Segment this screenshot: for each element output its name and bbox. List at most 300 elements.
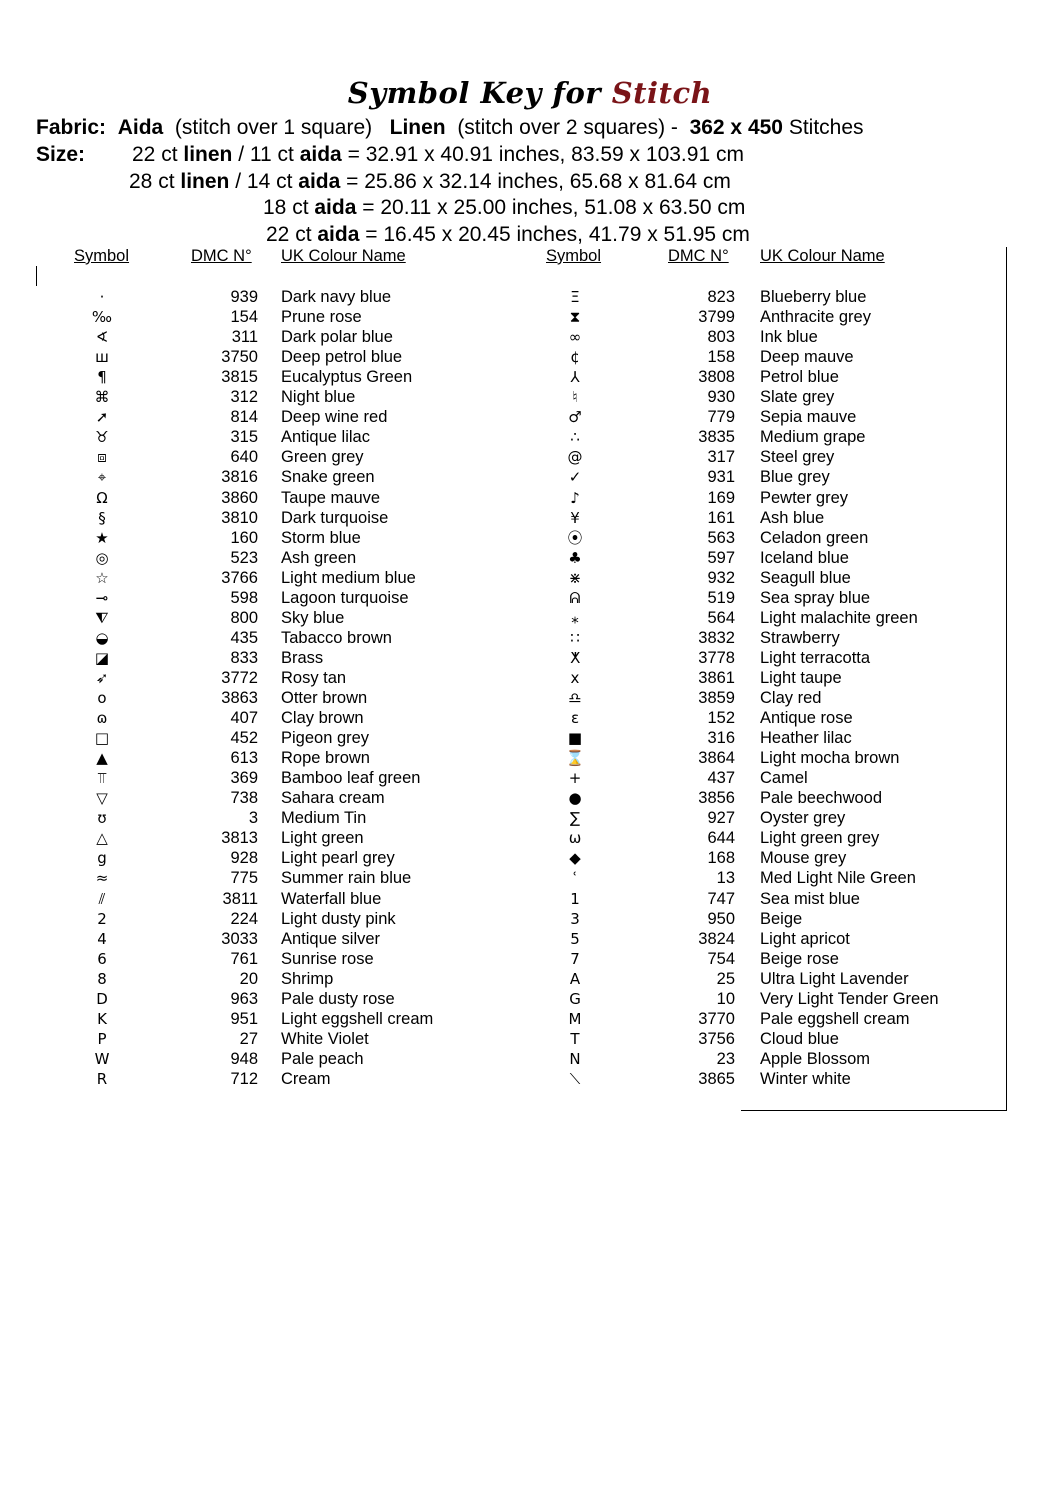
colour-name: Mouse grey bbox=[760, 849, 847, 868]
dmc-number: 3863 bbox=[221, 689, 258, 707]
symbol-glyph: ● bbox=[568, 789, 582, 808]
table-row bbox=[0, 728, 1060, 748]
size-line-1: 22 ct linen / 11 ct aida = 32.91 x 40.91 inches, 83.59 x 103.91 cm bbox=[132, 143, 744, 166]
colour-name: Blue grey bbox=[760, 468, 830, 487]
colour-name: Light pearl grey bbox=[281, 849, 395, 868]
dmc-number: 3756 bbox=[698, 1029, 735, 1048]
colour-name: Deep petrol blue bbox=[281, 348, 403, 367]
dmc-number: 3832 bbox=[698, 628, 735, 647]
symbol-glyph: ■ bbox=[567, 729, 583, 748]
table-row bbox=[0, 969, 1060, 989]
symbol-glyph: ʊ bbox=[97, 809, 107, 828]
colour-name: Shrimp bbox=[281, 969, 334, 988]
symbol-glyph: ʿ bbox=[572, 869, 578, 888]
dmc-number: 613 bbox=[230, 749, 258, 768]
symbol-glyph: ¥ bbox=[570, 508, 580, 527]
dmc-number: 23 bbox=[716, 1049, 735, 1068]
right-header-symbol: Symbol bbox=[546, 247, 602, 265]
symbol-glyph: ◪ bbox=[94, 648, 110, 667]
colour-name: Heather lilac bbox=[760, 729, 852, 748]
dmc-number: 800 bbox=[230, 608, 258, 627]
colour-name: Sahara cream bbox=[281, 789, 385, 808]
colour-name: Pale dusty rose bbox=[281, 989, 395, 1008]
dmc-number: 435 bbox=[230, 628, 258, 647]
dmc-number: 317 bbox=[707, 448, 735, 467]
dmc-number: 20 bbox=[239, 969, 258, 988]
colour-name: Antique lilac bbox=[281, 428, 370, 447]
fabric-stitches-suffix: Stitches bbox=[788, 116, 864, 139]
colour-name: Oyster grey bbox=[760, 809, 846, 828]
fabric-stitches: 362 x 450 bbox=[689, 116, 783, 139]
table-row bbox=[0, 708, 1060, 728]
symbol-glyph: ◎ bbox=[95, 548, 109, 567]
symbol-glyph: ≈ bbox=[95, 869, 109, 888]
symbol-glyph: N bbox=[569, 1049, 581, 1068]
colour-name: Light eggshell cream bbox=[281, 1009, 434, 1028]
symbol-glyph: ➶ bbox=[95, 668, 109, 687]
dmc-number: 10 bbox=[716, 989, 735, 1008]
symbol-glyph: ∴ bbox=[570, 428, 580, 447]
symbol-glyph: 6 bbox=[97, 949, 107, 968]
symbol-glyph: o bbox=[97, 689, 107, 707]
table-row bbox=[0, 407, 1060, 427]
dmc-number: 833 bbox=[230, 648, 258, 667]
dmc-number: 754 bbox=[707, 949, 735, 968]
symbol-glyph: K bbox=[97, 1009, 107, 1028]
symbol-glyph: ¢ bbox=[570, 348, 580, 367]
symbol-glyph: ∢ bbox=[95, 328, 109, 347]
dmc-number: 160 bbox=[230, 528, 258, 547]
colour-name: Summer rain blue bbox=[281, 869, 412, 888]
table-row bbox=[0, 768, 1060, 788]
colour-name: Tabacco brown bbox=[281, 628, 392, 647]
dmc-number: 3799 bbox=[698, 308, 735, 327]
dmc-number: 158 bbox=[707, 348, 735, 367]
colour-name: Rosy tan bbox=[281, 668, 347, 687]
colour-name: Strawberry bbox=[760, 628, 840, 647]
dmc-number: 3864 bbox=[698, 749, 735, 768]
dmc-number: 13 bbox=[716, 869, 735, 888]
dmc-number: 3860 bbox=[221, 488, 258, 507]
dmc-number: 775 bbox=[230, 869, 258, 888]
table-row bbox=[0, 788, 1060, 808]
table-row bbox=[0, 327, 1060, 347]
colour-name: Anthracite grey bbox=[760, 308, 871, 327]
symbol-glyph: ⧗ bbox=[569, 308, 581, 327]
table-row bbox=[0, 929, 1060, 949]
table-row bbox=[0, 808, 1060, 828]
dmc-number: 312 bbox=[230, 388, 258, 407]
symbol-glyph: ♉ bbox=[95, 428, 109, 447]
dmc-number: 951 bbox=[230, 1009, 258, 1028]
dmc-number: 169 bbox=[707, 488, 735, 507]
dmc-number: 3824 bbox=[698, 929, 735, 948]
dmc-number: 939 bbox=[230, 288, 258, 306]
table-row bbox=[0, 287, 1060, 307]
colour-name: Light medium blue bbox=[281, 568, 416, 587]
symbol-glyph: ⫽ bbox=[98, 889, 106, 908]
symbol-glyph: g bbox=[97, 849, 107, 868]
colour-name: Taupe mauve bbox=[281, 488, 381, 507]
symbol-glyph: ᕱ bbox=[569, 588, 581, 607]
colour-name: Light green grey bbox=[760, 829, 880, 848]
symbol-glyph: 4 bbox=[97, 929, 107, 948]
dmc-number: 803 bbox=[707, 328, 735, 347]
symbol-glyph: ⵅ bbox=[570, 648, 580, 667]
colour-name: Sepia mauve bbox=[760, 408, 857, 427]
symbol-glyph: 8 bbox=[97, 969, 107, 988]
symbol-glyph: ∷ bbox=[570, 628, 580, 647]
dmc-number: 927 bbox=[707, 809, 735, 828]
dmc-number: 523 bbox=[230, 548, 258, 567]
dmc-number: 779 bbox=[707, 408, 735, 427]
colour-name: Light apricot bbox=[760, 929, 850, 948]
table-row bbox=[0, 848, 1060, 868]
symbol-glyph: ⌛ bbox=[565, 749, 585, 768]
dmc-number: 950 bbox=[707, 909, 735, 928]
dmc-number: 640 bbox=[230, 448, 258, 467]
symbol-glyph: 1 bbox=[570, 889, 580, 908]
dmc-number: 27 bbox=[239, 1029, 258, 1048]
dmc-number: 928 bbox=[230, 849, 258, 868]
dmc-number: 3811 bbox=[222, 889, 258, 908]
dmc-number: 316 bbox=[707, 729, 735, 748]
size-line-4: 22 ct aida = 16.45 x 20.45 inches, 41.79 x 51.95 cm bbox=[266, 223, 750, 246]
colour-name: Light dusty pink bbox=[281, 909, 396, 928]
symbol-glyph: △ bbox=[96, 829, 108, 848]
colour-name: Beige rose bbox=[760, 949, 839, 968]
table-row bbox=[0, 648, 1060, 668]
colour-name: Antique rose bbox=[760, 709, 853, 728]
symbol-glyph: ⧨ bbox=[95, 608, 109, 627]
table-row bbox=[0, 909, 1060, 929]
symbol-glyph: ♂ bbox=[568, 408, 582, 427]
dmc-number: 598 bbox=[230, 588, 258, 607]
dmc-number: 563 bbox=[707, 528, 735, 547]
dmc-number: 3815 bbox=[221, 368, 258, 387]
colour-name: Cream bbox=[281, 1069, 331, 1088]
dmc-number: 311 bbox=[231, 328, 258, 347]
table-row bbox=[0, 548, 1060, 568]
table-row bbox=[0, 989, 1060, 1009]
colour-name: Deep mauve bbox=[760, 348, 854, 367]
symbol-glyph: ⫪ bbox=[97, 769, 107, 788]
colour-name: Slate grey bbox=[760, 388, 835, 407]
symbol-glyph: @ bbox=[567, 448, 583, 467]
colour-name: Pigeon grey bbox=[281, 729, 370, 748]
colour-name: White Violet bbox=[281, 1029, 369, 1048]
title-main: Symbol Key for bbox=[347, 76, 602, 110]
colour-name: Dark turquoise bbox=[281, 508, 389, 527]
symbol-glyph: A bbox=[569, 969, 581, 988]
symbol-glyph: ‰ bbox=[91, 308, 113, 327]
fabric-line bbox=[36, 116, 864, 140]
dmc-number: 948 bbox=[230, 1049, 258, 1068]
table-row bbox=[0, 628, 1060, 648]
symbol-glyph: ⊸ bbox=[95, 588, 109, 607]
symbol-glyph: ɷ bbox=[96, 709, 108, 728]
table-row bbox=[0, 467, 1060, 487]
fabric-label: Fabric: bbox=[36, 116, 107, 139]
symbol-glyph: 7 bbox=[570, 949, 580, 968]
colour-name: Pale eggshell cream bbox=[760, 1009, 910, 1028]
symbol-glyph: ε bbox=[570, 709, 580, 728]
symbol-glyph: Ω bbox=[96, 488, 108, 507]
colour-name: Dark navy blue bbox=[281, 288, 392, 306]
colour-name: Lagoon turquoise bbox=[281, 588, 409, 607]
colour-name: Blueberry blue bbox=[760, 288, 867, 306]
size-line-2: 28 ct linen / 14 ct aida = 25.86 x 32.14 inches, 65.68 x 81.64 cm bbox=[129, 170, 731, 193]
right-header-name: UK Colour Name bbox=[760, 247, 885, 265]
colour-name: Medium grape bbox=[760, 428, 866, 447]
symbol-glyph: + bbox=[568, 769, 582, 788]
table-row bbox=[0, 868, 1060, 888]
symbol-glyph: § bbox=[98, 508, 106, 527]
colour-name: Waterfall blue bbox=[281, 889, 382, 908]
dmc-number: 761 bbox=[230, 949, 258, 968]
symbol-glyph: M bbox=[568, 1009, 582, 1028]
colour-name: Very Light Tender Green bbox=[760, 989, 939, 1008]
symbol-glyph: R bbox=[96, 1069, 108, 1088]
dmc-number: 3770 bbox=[698, 1009, 735, 1028]
symbol-glyph: ω bbox=[568, 829, 582, 848]
dmc-number: 519 bbox=[707, 588, 735, 607]
dmc-number: 930 bbox=[707, 388, 735, 407]
symbol-glyph: ⁎ bbox=[571, 608, 579, 627]
symbol-glyph: ➚ bbox=[95, 408, 109, 427]
colour-name: Clay red bbox=[760, 689, 822, 707]
table-row bbox=[0, 427, 1060, 447]
symbol-glyph: P bbox=[97, 1029, 107, 1048]
colour-name: Med Light Nile Green bbox=[760, 869, 916, 888]
dmc-number: 963 bbox=[230, 989, 258, 1008]
symbol-glyph: 3 bbox=[570, 909, 580, 928]
dmc-number: 3856 bbox=[698, 789, 735, 808]
right-header-dmc: DMC N° bbox=[668, 247, 729, 265]
colour-name: Deep wine red bbox=[281, 408, 388, 427]
dmc-number: 712 bbox=[230, 1069, 258, 1088]
colour-name: Prune rose bbox=[281, 308, 362, 327]
dmc-number: 407 bbox=[230, 709, 258, 728]
symbol-glyph: ★ bbox=[95, 528, 109, 547]
table-row bbox=[0, 748, 1060, 768]
symbol-glyph: ш bbox=[95, 348, 109, 367]
dmc-number: 738 bbox=[230, 789, 258, 808]
table-row bbox=[0, 347, 1060, 367]
colour-name: Steel grey bbox=[760, 448, 835, 467]
symbol-glyph: ✓ bbox=[568, 468, 582, 487]
dmc-number: 644 bbox=[707, 829, 735, 848]
dmc-number: 3810 bbox=[221, 508, 258, 527]
colour-name: Ash blue bbox=[760, 508, 825, 527]
colour-name: Antique silver bbox=[281, 929, 381, 948]
colour-name: Dark polar blue bbox=[281, 328, 393, 347]
colour-name: Bamboo leaf green bbox=[281, 769, 421, 788]
colour-name: Clay brown bbox=[281, 709, 364, 728]
dmc-number: 3750 bbox=[221, 348, 258, 367]
colour-name: Sea mist blue bbox=[760, 889, 860, 908]
left-header-dmc: DMC N° bbox=[191, 247, 252, 265]
dmc-number: 931 bbox=[707, 468, 735, 487]
colour-name: Celadon green bbox=[760, 528, 869, 547]
dmc-number: 814 bbox=[230, 408, 258, 427]
colour-name: Cloud blue bbox=[760, 1029, 839, 1048]
dmc-number: 3813 bbox=[221, 829, 258, 848]
dmc-number: 3861 bbox=[698, 668, 735, 687]
colour-name: Storm blue bbox=[281, 528, 361, 547]
symbol-glyph: ☆ bbox=[95, 568, 109, 587]
page-title bbox=[0, 76, 1060, 110]
symbol-glyph: ⌖ bbox=[97, 468, 107, 487]
colour-name: Light terracotta bbox=[760, 648, 871, 667]
symbol-glyph: ▲ bbox=[96, 749, 108, 768]
colour-name: Light mocha brown bbox=[760, 749, 900, 768]
colour-name: Snake green bbox=[281, 468, 375, 487]
dmc-number: 168 bbox=[707, 849, 735, 868]
table-row bbox=[0, 528, 1060, 548]
symbol-glyph: D bbox=[96, 989, 108, 1008]
table-row bbox=[0, 588, 1060, 608]
dmc-number: 3835 bbox=[698, 428, 735, 447]
table-row bbox=[0, 367, 1060, 387]
symbol-glyph: ♣ bbox=[568, 548, 582, 567]
colour-name: Apple Blossom bbox=[760, 1049, 871, 1068]
symbol-glyph: x bbox=[570, 668, 580, 687]
symbol-glyph: ⅄ bbox=[570, 368, 580, 387]
symbol-glyph: ◆ bbox=[569, 849, 581, 868]
table-row bbox=[0, 568, 1060, 588]
dmc-number: 3 bbox=[248, 809, 258, 828]
table-row bbox=[0, 1009, 1060, 1029]
dmc-number: 3816 bbox=[221, 468, 258, 487]
fabric-aida-note: (stitch over 1 square) bbox=[174, 116, 373, 139]
dmc-number: 3808 bbox=[698, 368, 735, 387]
table-row bbox=[0, 488, 1060, 508]
table-row bbox=[0, 508, 1060, 528]
symbol-glyph: ∞ bbox=[568, 328, 582, 347]
table-row bbox=[0, 1029, 1060, 1049]
dmc-number: 369 bbox=[230, 769, 258, 788]
table-row bbox=[0, 688, 1060, 708]
table-row bbox=[0, 1069, 1060, 1089]
colour-name: Eucalyptus Green bbox=[281, 368, 413, 387]
dmc-number: 3859 bbox=[698, 689, 735, 707]
dmc-number: 564 bbox=[707, 608, 735, 627]
colour-name: Pewter grey bbox=[760, 488, 849, 507]
colour-name: Ink blue bbox=[760, 328, 818, 347]
dmc-number: 161 bbox=[707, 508, 735, 527]
table-row bbox=[0, 949, 1060, 969]
colour-name: Winter white bbox=[760, 1069, 851, 1088]
table-row bbox=[0, 387, 1060, 407]
left-header-name: UK Colour Name bbox=[281, 247, 406, 265]
table-row bbox=[0, 1049, 1060, 1069]
left-header-symbol: Symbol bbox=[74, 247, 130, 265]
symbol-glyph: ⌘ bbox=[94, 388, 110, 407]
colour-name: Rope brown bbox=[281, 749, 370, 768]
table-row bbox=[0, 668, 1060, 688]
dmc-number: 3033 bbox=[221, 929, 258, 948]
symbol-glyph: 5 bbox=[570, 929, 580, 948]
colour-name: Brass bbox=[281, 648, 324, 667]
size-label: Size: bbox=[36, 143, 86, 166]
symbol-glyph: W bbox=[94, 1049, 110, 1068]
dmc-number: 315 bbox=[230, 428, 258, 447]
colour-name: Sunrise rose bbox=[281, 949, 374, 968]
dmc-number: 597 bbox=[707, 548, 735, 567]
colour-name: Ultra Light Lavender bbox=[760, 969, 909, 988]
colour-name: Sky blue bbox=[281, 608, 345, 627]
dmc-number: 25 bbox=[716, 969, 735, 988]
symbol-glyph: ♪ bbox=[570, 488, 580, 507]
colour-name: Night blue bbox=[281, 388, 356, 407]
dmc-number: 3772 bbox=[221, 668, 258, 687]
symbol-glyph: Ξ bbox=[570, 288, 580, 306]
dmc-number: 224 bbox=[230, 909, 258, 928]
colour-name: Otter brown bbox=[281, 689, 368, 707]
colour-name: Ash green bbox=[281, 548, 357, 567]
colour-name: Seagull blue bbox=[760, 568, 851, 587]
symbol-glyph: ∑ bbox=[569, 809, 581, 828]
colour-name: Light taupe bbox=[760, 668, 842, 687]
colour-name: Green grey bbox=[281, 448, 364, 467]
colour-name: Camel bbox=[760, 769, 808, 788]
symbol-glyph: ⋇ bbox=[568, 568, 582, 587]
colour-name: Petrol blue bbox=[760, 368, 839, 387]
colour-name: Pale peach bbox=[281, 1049, 364, 1068]
symbol-glyph: □ bbox=[94, 729, 110, 748]
colour-name: Iceland blue bbox=[760, 548, 849, 567]
symbol-glyph: G bbox=[569, 989, 581, 1008]
dmc-number: 3865 bbox=[698, 1069, 735, 1088]
symbol-glyph: ⧈ bbox=[97, 448, 107, 467]
fabric-aida: Aida bbox=[117, 116, 164, 139]
colour-name: Light malachite green bbox=[760, 608, 918, 627]
colour-name: Pale beechwood bbox=[760, 789, 883, 808]
symbol-glyph: · bbox=[99, 288, 105, 306]
table-row bbox=[0, 889, 1060, 909]
symbol-glyph: ♮ bbox=[572, 388, 578, 407]
dmc-number: 3766 bbox=[221, 568, 258, 587]
table-row bbox=[0, 828, 1060, 848]
dmc-number: 3778 bbox=[698, 648, 735, 667]
symbol-glyph: T bbox=[570, 1029, 580, 1048]
colour-name: Medium Tin bbox=[281, 809, 367, 828]
bottom-border-line bbox=[741, 1110, 1007, 1111]
symbol-glyph: 2 bbox=[97, 909, 107, 928]
table-row bbox=[0, 307, 1060, 327]
table-row bbox=[0, 447, 1060, 467]
dmc-number: 823 bbox=[707, 288, 735, 306]
margin-mark bbox=[36, 266, 37, 286]
table-row bbox=[0, 608, 1060, 628]
colour-name: Sea spray blue bbox=[760, 588, 871, 607]
dmc-number: 154 bbox=[230, 308, 258, 327]
fabric-linen-note: (stitch over 2 squares) - bbox=[457, 116, 678, 139]
title-accent: Stitch bbox=[611, 76, 713, 110]
symbol-glyph: ¶ bbox=[97, 368, 107, 387]
dmc-number: 452 bbox=[230, 729, 258, 748]
colour-name: Light green bbox=[281, 829, 364, 848]
size-line-3: 18 ct aida = 20.11 x 25.00 inches, 51.08 x 63.50 cm bbox=[263, 196, 746, 219]
dmc-number: 437 bbox=[707, 769, 735, 788]
symbol-glyph: ▽ bbox=[96, 789, 108, 808]
fabric-linen: Linen bbox=[389, 116, 446, 139]
symbol-glyph: ◒ bbox=[95, 628, 109, 647]
dmc-number: 152 bbox=[707, 709, 735, 728]
symbol-glyph: ⦿ bbox=[567, 528, 583, 547]
symbol-glyph: ♎ bbox=[568, 689, 582, 707]
